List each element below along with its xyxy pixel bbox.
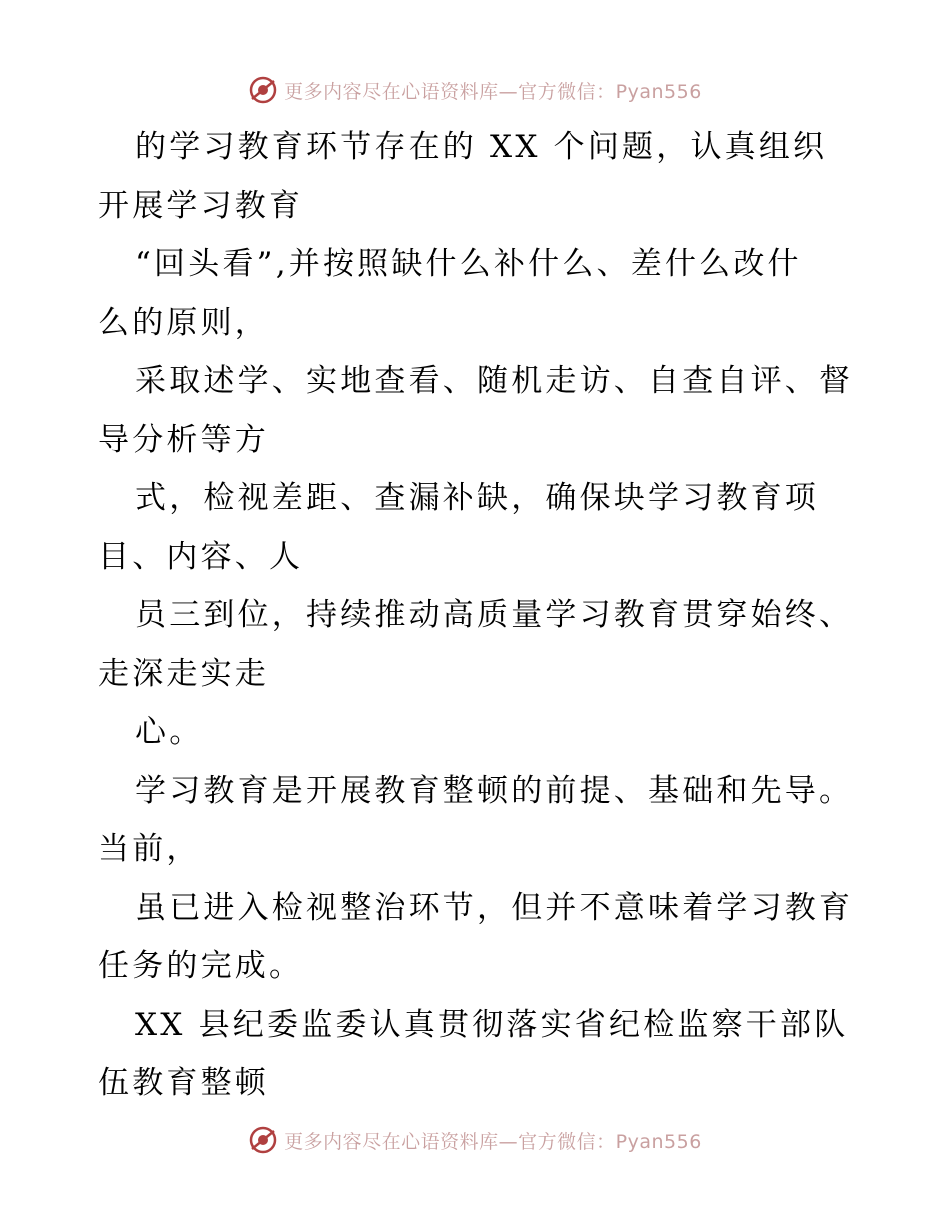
body-line: 的学习教育环节存在的 XX 个问题，认真组织 — [135, 129, 828, 165]
footer-watermark — [0, 1120, 950, 1160]
body-line: 目、内容、人 — [98, 538, 304, 575]
logo-icon — [248, 1125, 278, 1155]
body-line: 任务的完成。 — [98, 948, 304, 984]
body-line: 走深走实走 — [98, 655, 269, 692]
document-body — [98, 118, 858, 1113]
logo-icon — [248, 75, 278, 105]
body-line: 心。 — [135, 714, 204, 750]
body-line: XX 县纪委监委认真贯彻落实省纪检监察干部队 — [135, 1006, 849, 1043]
body-line: 员三到位，持续推动高质量学习教育贯穿始终、 — [135, 597, 854, 633]
watermark-text: 更多内容尽在心语资料库—官方微信：Pyan556 — [284, 80, 702, 103]
body-line: 学习教育是开展教育整顿的前提、基础和先导。 — [135, 772, 854, 809]
body-line: 当前， — [98, 831, 201, 867]
watermark-text: 更多内容尽在心语资料库—官方微信：Pyan556 — [284, 1130, 702, 1153]
body-line: 么的原则， — [98, 304, 269, 341]
body-line: 虽已进入检视整治环节，但并不意味着学习教育 — [135, 889, 854, 926]
header-watermark — [0, 70, 950, 110]
body-line: 伍教育整顿 — [98, 1065, 269, 1101]
body-line: 导分析等方 — [98, 421, 269, 458]
body-line: “回头看”,并按照缺什么补什么、差什么改什 — [135, 246, 802, 282]
body-line: 采取述学、实地查看、随机走访、自查自评、督 — [135, 363, 854, 399]
body-line: 开展学习教育 — [98, 187, 304, 224]
body-line: 式，检视差距、查漏补缺，确保块学习教育项 — [135, 480, 819, 516]
